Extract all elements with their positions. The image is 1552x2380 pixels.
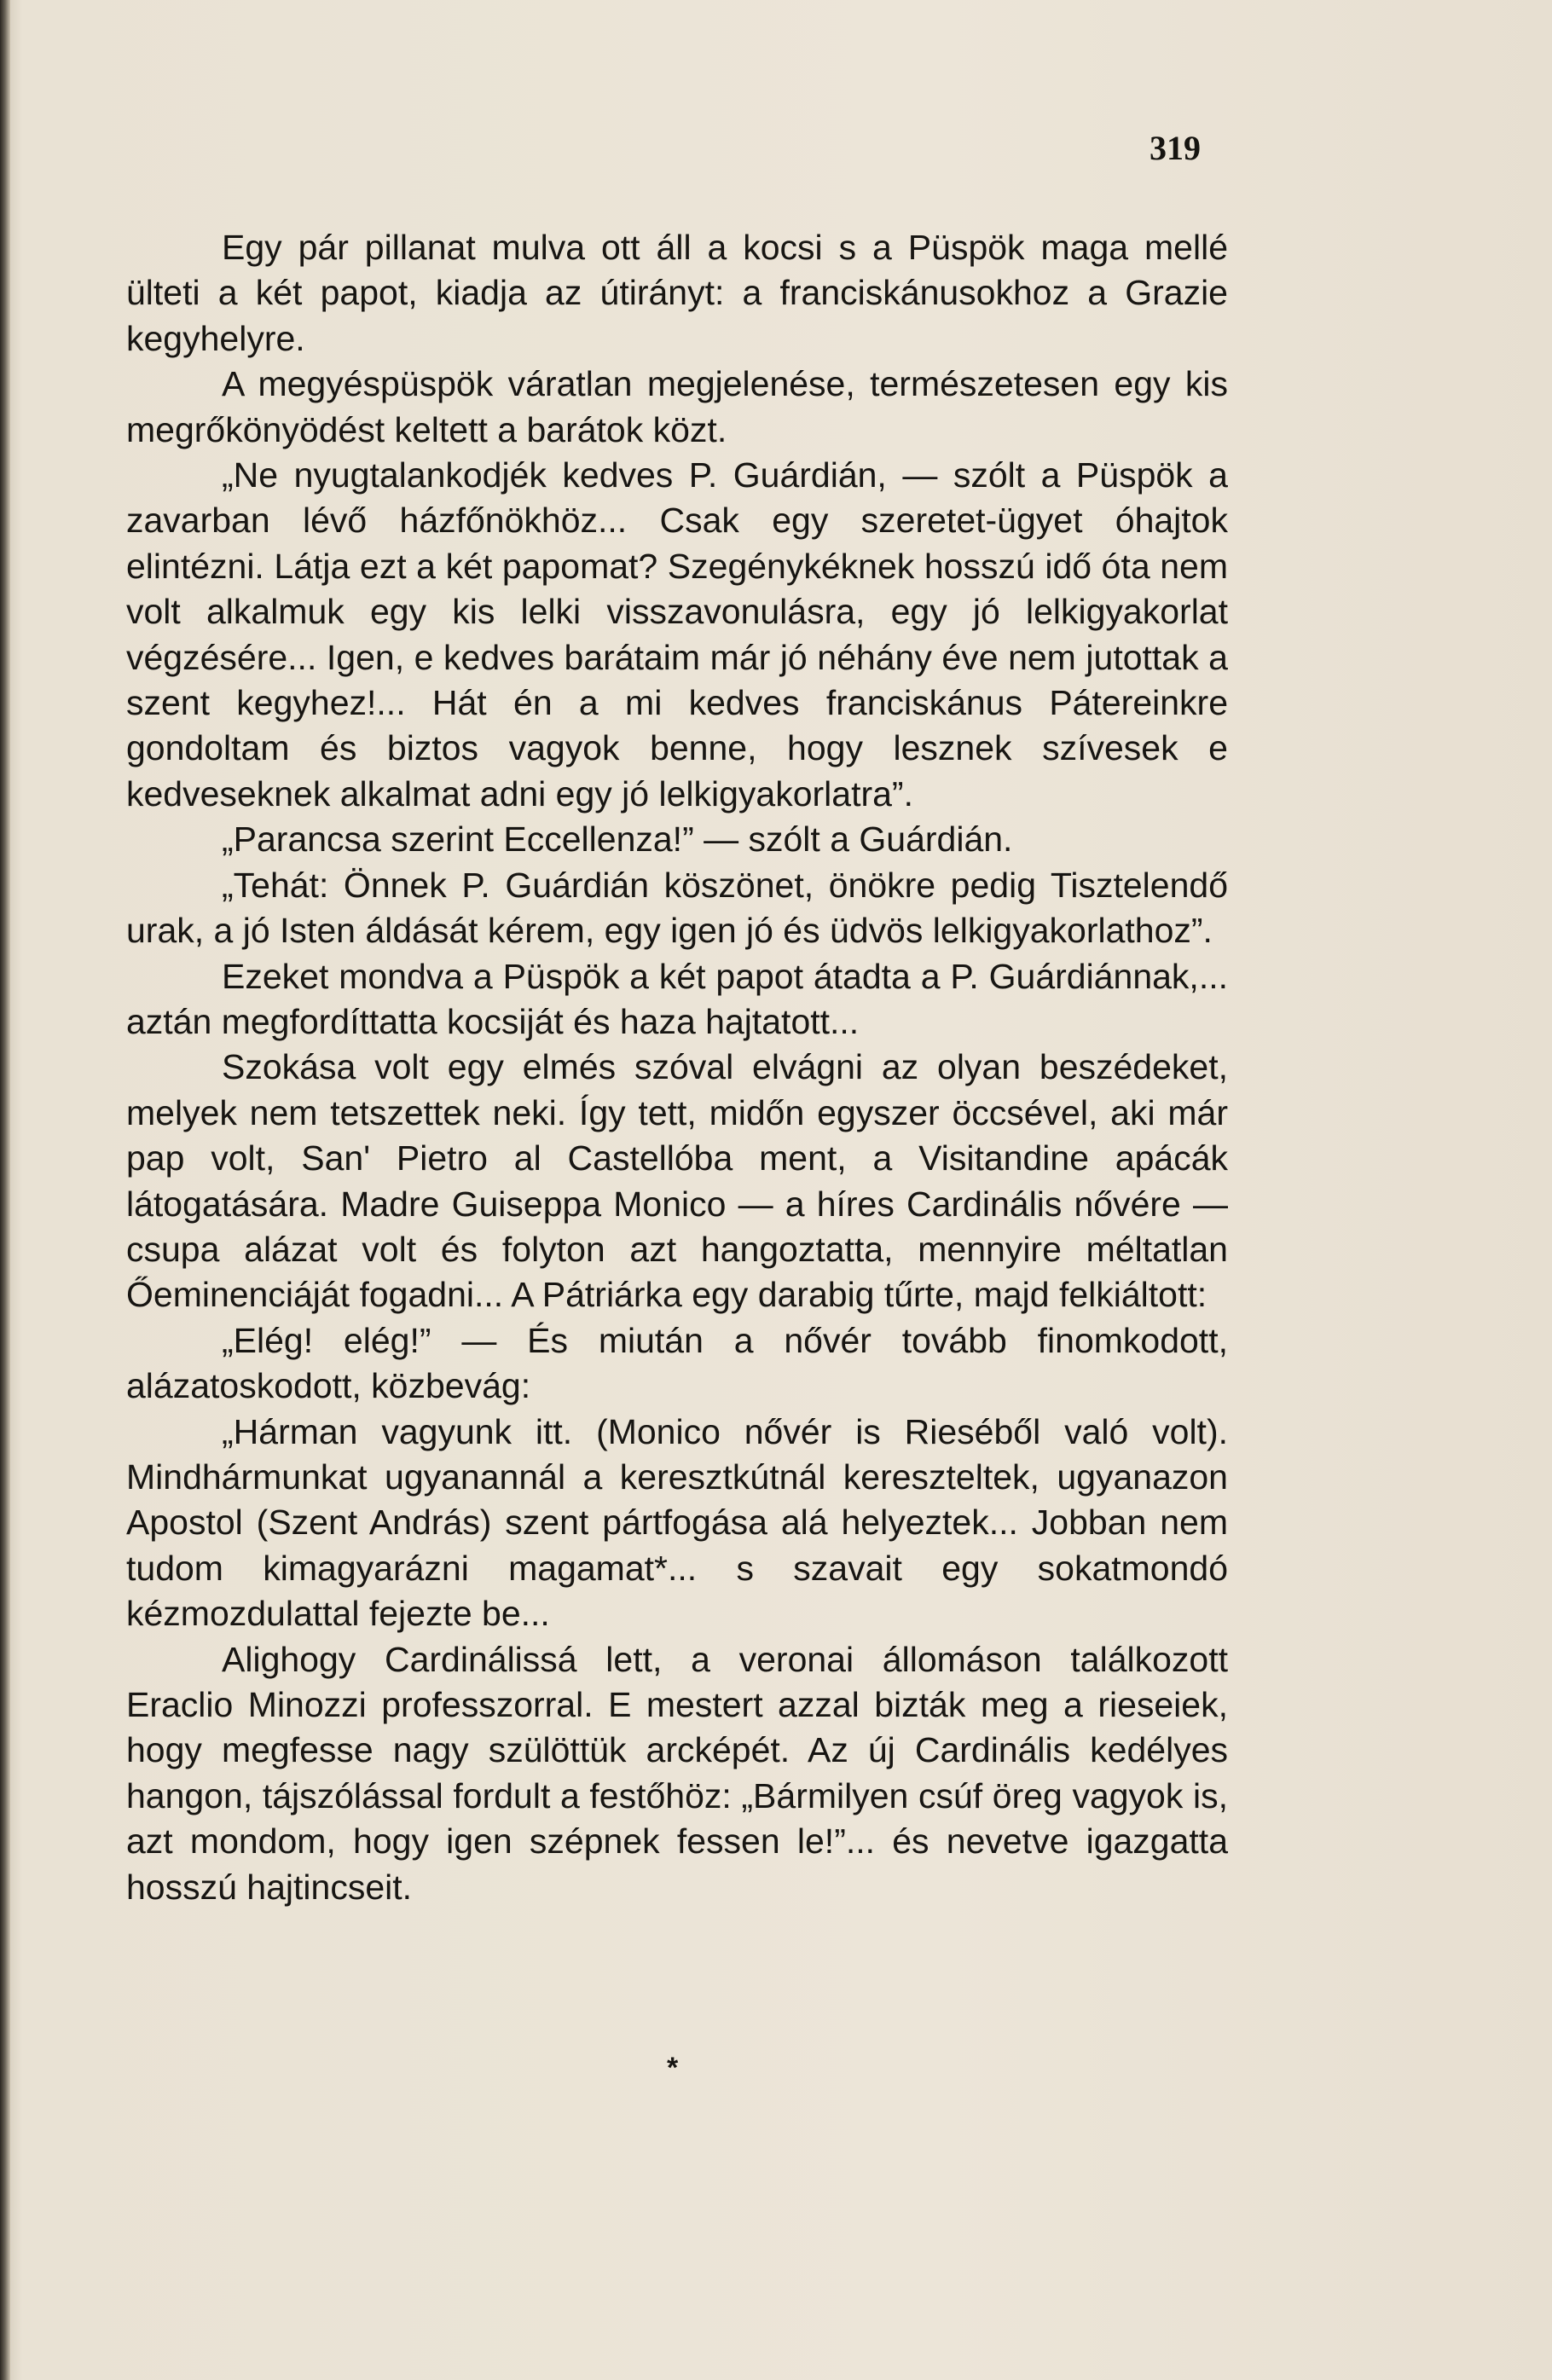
paragraph: „Elég! elég!” — És miután a nővér tovább finomkodott, alázatoskodott, közbevág:: [126, 1320, 1228, 1406]
paragraph: „Parancsa szerint Eccellenza!” — szólt a Guárdián.: [222, 819, 1013, 860]
paragraph: „Tehát: Önnek P. Guárdián köszönet, önökre pedig Tisztelendő urak, a jó Isten áldását kérem, egy igen jó és üdvös lelkigyakorlathoz”.: [126, 865, 1228, 951]
paragraph: „Ne nyugtalankodjék kedves P. Guárdián, — szólt a Püspök a zavarban lévő házfőnökhöz... Csak egy szeretet-ügyet óhajtok elintézni. Látja ezt a két papomat? Szegénykéknek hosszú idő óta nem volt alkalmuk egy kis lelki visszavonulásra, egy jó lelkigyakorlat végzésére... Igen, e kedves barátaim már jó néhány éve nem jutottak a szent kegyhez!... Hát én a mi kedves franciskánus Pátereinkre gondoltam és biztos vagyok benne, hogy lesznek szívesek e kedveseknek alkalmat adni egy jó lelkigyakorlatra”.: [126, 455, 1228, 814]
page-number: 319: [1150, 129, 1201, 167]
paragraph: Szokása volt egy elmés szóval elvágni az olyan beszédeket, melyek nem tetszettek neki. Így tett, midőn egyszer öccsével, aki már pap volt, San' Pietro al Castellóba ment, a Visitandine apácák látogatására. Madre Guiseppa Monico — a híres Cardinális nővére — csupa alázat volt és folyton azt hangoztatta, mennyire méltatlan Őeminenciáját fogadni... A Pátriárka egy darabig tűrte, majd felkiáltott:: [126, 1047, 1228, 1315]
footnote-marker: *: [667, 2052, 679, 2084]
paragraph: Ezeket mondva a Püspök a két papot átadta a P. Guárdiánnak,... aztán megfordíttatta kocsiját és haza hajtatott...: [126, 956, 1228, 1041]
body-text: [126, 225, 1228, 1910]
page-spine-shadow: [0, 0, 10, 2380]
paragraph: Egy pár pillanat mulva ott áll a kocsi s a Püspök maga mellé ülteti a két papot, kiadja az útirányt: a franciskánusokhoz a Grazie kegyhelyre.: [126, 228, 1228, 358]
paragraph: „Hárman vagyunk itt. (Monico nővér is Rieséből való volt). Mindhármunkat ugyanannál a keresztkútnál kereszteltek, ugyanazon Apostol (Szent András) szent pártfogása alá helyeztek... Jobban nem tudom kimagyarázni magamat*... s szavait egy sokatmondó kézmozdulattal fejezte be...: [126, 1411, 1228, 1634]
paragraph: A megyéspüspök váratlan megjelenése, természetesen egy kis megrőkönyödést keltett a barátok közt.: [126, 364, 1228, 449]
paragraph: Alighogy Cardinálissá lett, a veronai állomáson találkozott Eraclio Minozzi professzorral. E mestert azzal bizták meg a rieseiek, hogy megfesse nagy szülöttük arcképét. Az új Cardinális kedélyes hangon, tájszólással fordult a festőhöz: „Bármilyen csúf öreg vagyok is, azt mondom, hogy igen szépnek fessen le!”... és nevetve igazgatta hosszú hajtincseit.: [126, 1639, 1228, 1907]
